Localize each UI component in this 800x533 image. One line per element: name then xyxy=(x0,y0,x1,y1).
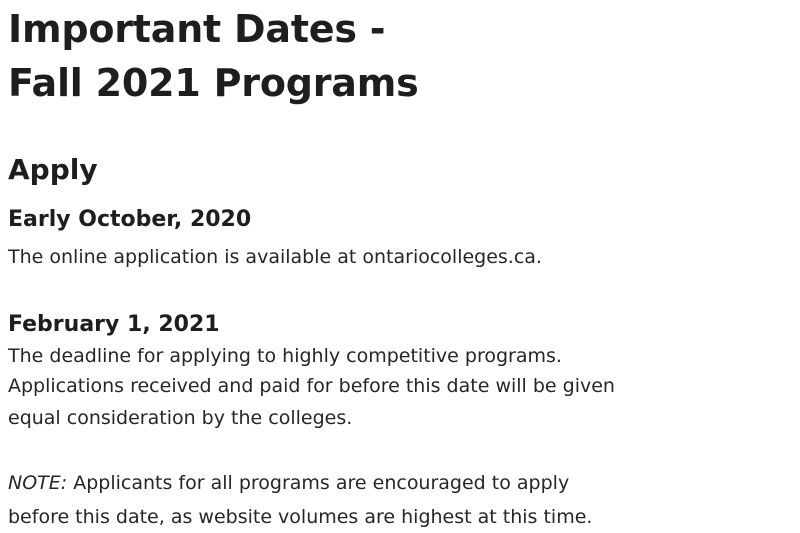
entry-text-online-application: The online application is available at ontariocolleges.ca. xyxy=(8,246,542,268)
page-title-line-1: Important Dates - xyxy=(8,7,386,51)
page xyxy=(8,0,788,533)
deadline-line-3: equal consideration by the colleges. xyxy=(8,407,353,429)
deadline-line-1: The deadline for applying to highly competitive programs. xyxy=(8,345,562,367)
page-title-line-2: Fall 2021 Programs xyxy=(8,61,419,105)
note-line-1-text: Applicants for all programs are encouraged to apply xyxy=(67,472,570,494)
date-heading-early-october: Early October, 2020 xyxy=(8,207,252,232)
entry-text-deadline xyxy=(8,341,615,433)
page-title xyxy=(8,2,419,110)
note-label: NOTE: xyxy=(8,472,68,494)
note-line-1 xyxy=(8,466,592,500)
deadline-line-2: Applications received and paid for before this date will be given xyxy=(8,375,615,397)
date-heading-february-1: February 1, 2021 xyxy=(8,312,220,337)
section-heading-apply: Apply xyxy=(8,153,98,186)
note-paragraph xyxy=(8,466,592,533)
note-line-2: before this date, as website volumes are highest at this time. xyxy=(8,506,593,528)
